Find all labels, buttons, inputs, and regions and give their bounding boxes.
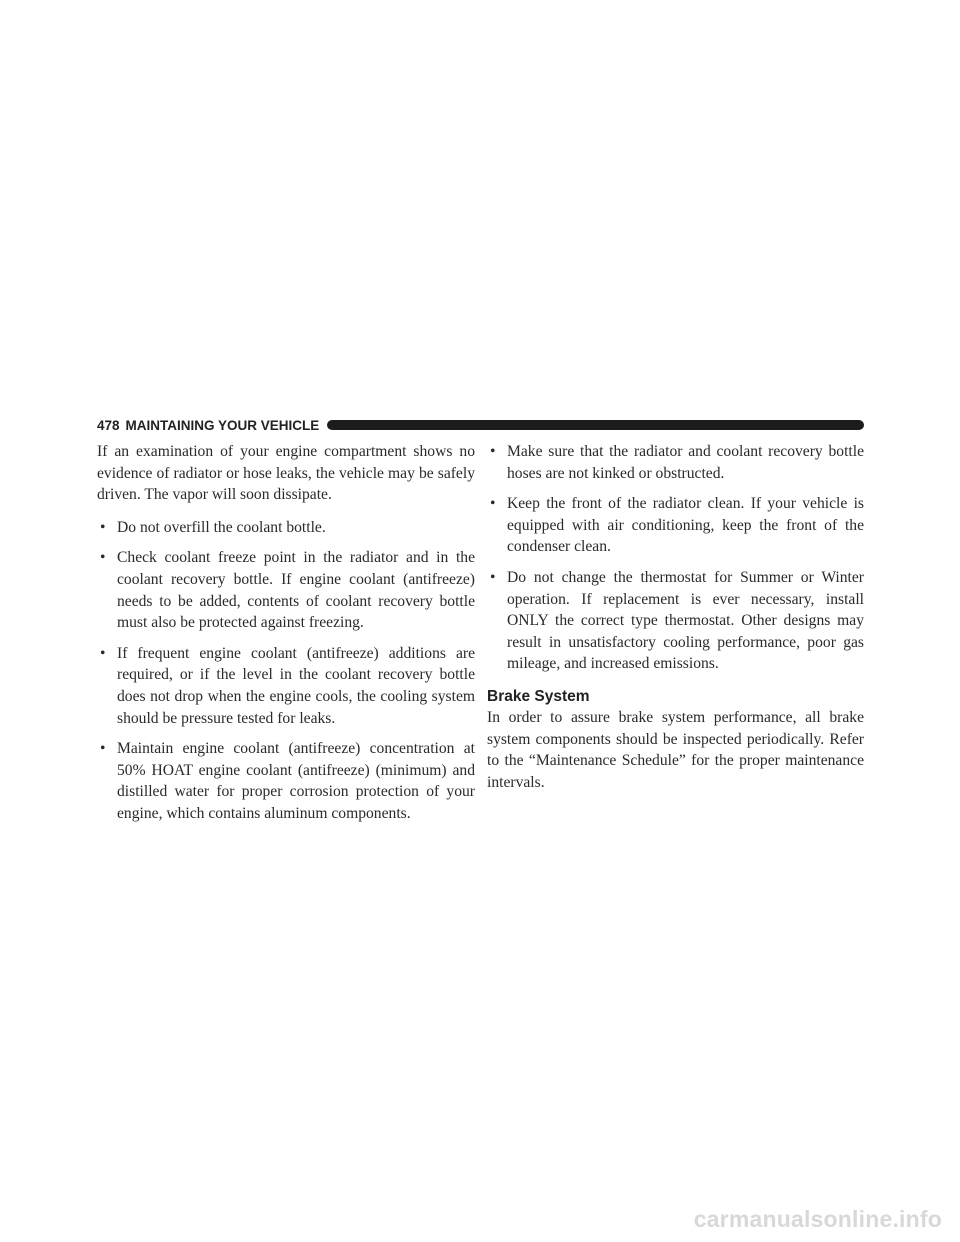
list-item: [97, 738, 475, 824]
bullet-icon: •: [490, 443, 496, 460]
list-item-text: Do not overfill the coolant bottle.: [117, 518, 326, 536]
page-number: 478: [97, 417, 120, 433]
bullet-icon: •: [100, 549, 106, 567]
header-rule: [327, 420, 864, 430]
list-item: [487, 493, 864, 558]
right-column: [487, 441, 864, 793]
list-item-text: Maintain engine coolant (antifreeze) concentration at 50% HOAT engine coolant (antifreeze) (minimum) and distilled water for proper corrosion protection of your engine, which contains aluminum components.: [117, 740, 475, 822]
list-item-text: Do not change the thermostat for Summer or Winter operation. If replacement is ever necessary, install ONLY the correct type thermostat. Other designs may result in unsatisfactory cooling performance, poor gas mileage, and increased emissions.: [507, 568, 864, 673]
list-item: [487, 441, 864, 484]
list-item: [97, 547, 475, 633]
left-column: [97, 441, 475, 825]
list-item-text: Keep the front of the radiator clean. If your vehicle is equipped with air conditioning, keep the front of the condenser clean.: [507, 495, 864, 556]
section-title: MAINTAINING YOUR VEHICLE: [125, 417, 320, 433]
bullet-icon: •: [100, 644, 106, 662]
brake-system-heading: Brake System: [487, 687, 590, 705]
list-item-text: If frequent engine coolant (antifreeze) additions are required, or if the level in the coolant recovery bottle does not drop when the engine cools, the cooling system should be pressure tested for leaks.: [117, 644, 475, 727]
bullet-icon: •: [490, 568, 496, 586]
brake-system-paragraph: In order to assure brake system performance, all brake system components should be inspected periodically. Refer to the “Maintenance Schedule” for the proper maintenance intervals.: [487, 708, 864, 791]
watermark: carmanualsonline.info: [693, 1206, 942, 1232]
intro-paragraph: If an examination of your engine compartment shows no evidence of radiator or hose leaks, the vehicle may be safely driven. The vapor will soon dissipate.: [97, 443, 475, 504]
bullet-icon: •: [490, 495, 496, 513]
list-item: [97, 517, 475, 539]
list-item: [97, 643, 475, 729]
list-item: [487, 567, 864, 675]
page-header: [97, 417, 864, 433]
bullet-icon: •: [100, 518, 106, 536]
list-item-text: Make sure that the radiator and coolant recovery bottle hoses are not kinked or obstructed.: [507, 443, 864, 482]
bullet-icon: •: [100, 740, 106, 758]
list-item-text: Check coolant freeze point in the radiator and in the coolant recovery bottle. If engine coolant (antifreeze) needs to be added, contents of coolant recovery bottle must also be protected against freezing.: [117, 549, 475, 632]
